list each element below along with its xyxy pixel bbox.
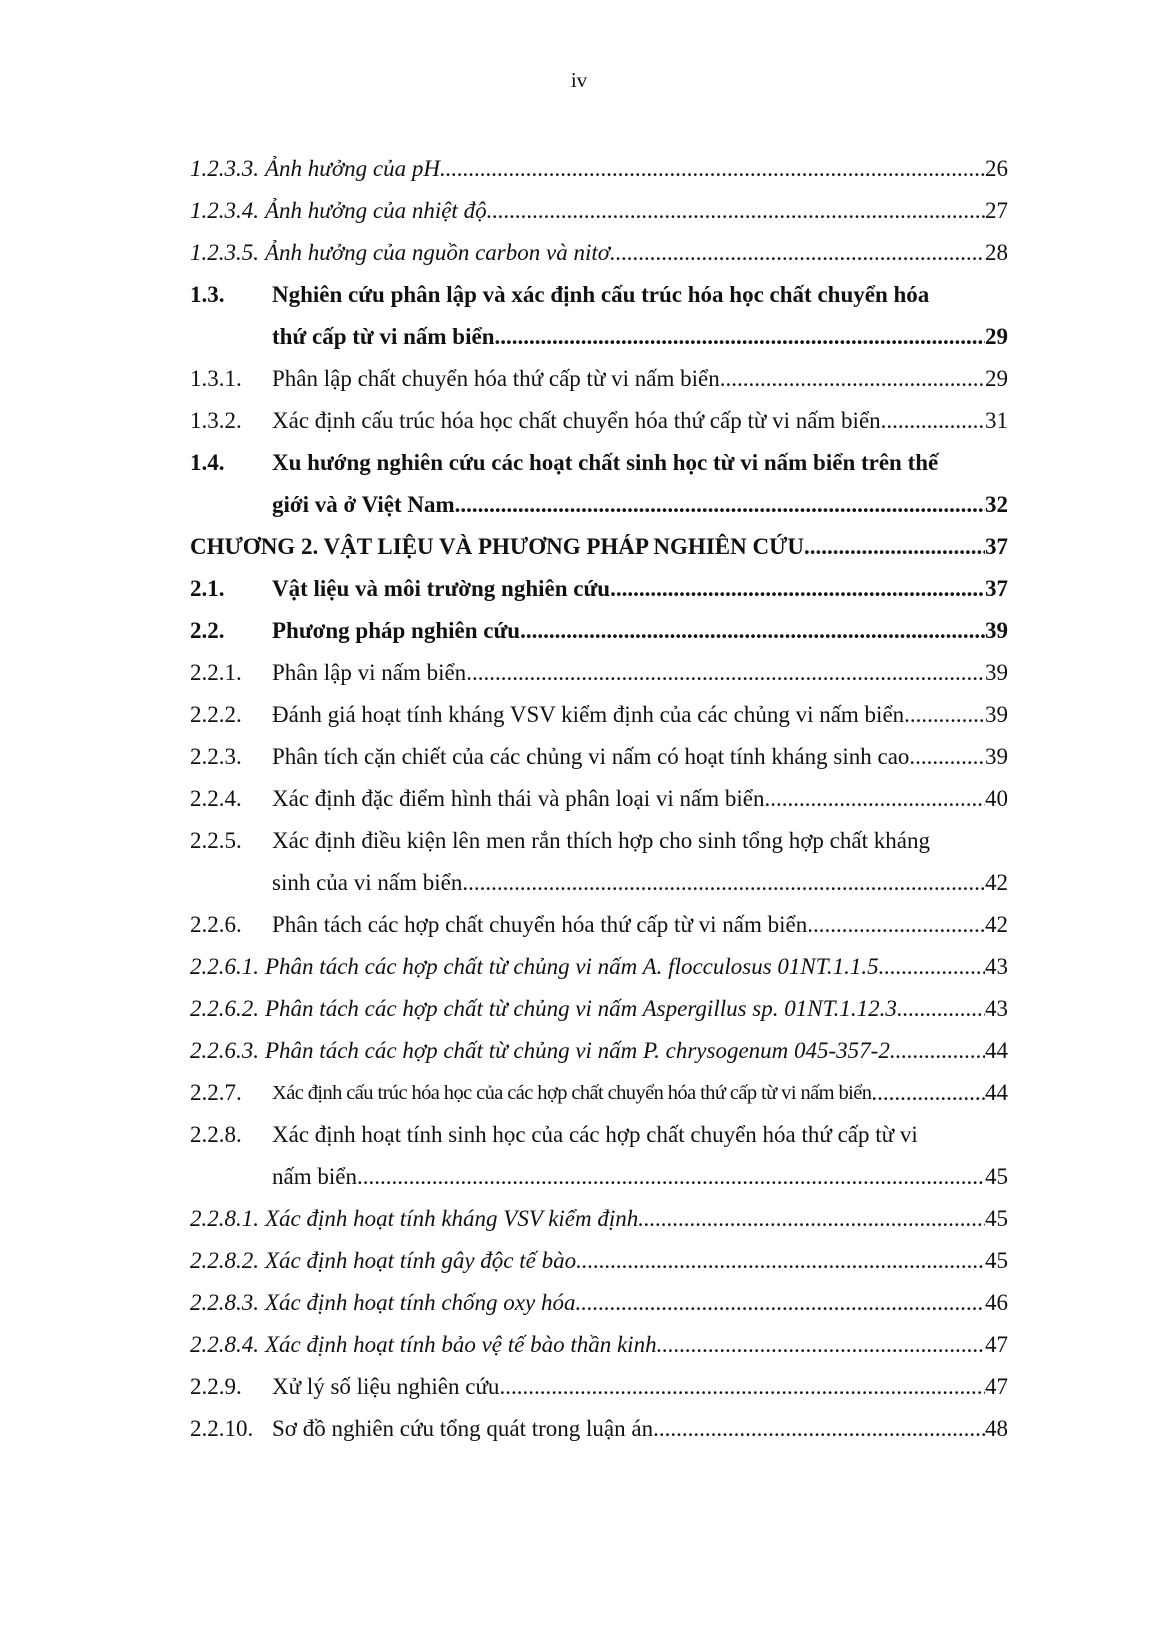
toc-leader-dots bbox=[610, 232, 985, 274]
page-number: iv bbox=[570, 68, 588, 92]
toc-entry-title bbox=[190, 1324, 657, 1366]
toc-entry-text: Ảnh hưởng của nhiệt độ bbox=[265, 198, 487, 223]
toc-entry-body bbox=[272, 1114, 1008, 1156]
toc-entry-body bbox=[190, 526, 1008, 568]
toc-page-number: 42 bbox=[985, 912, 1008, 937]
toc-entry[interactable] bbox=[190, 1240, 1008, 1282]
toc-entry-title: Phân tích cặn chiết của các chủng vi nấm có hoạt tính kháng sinh cao bbox=[272, 744, 910, 769]
toc-entry-title bbox=[190, 190, 487, 232]
toc-page-number: 39 bbox=[985, 618, 1008, 643]
toc-leader-dots bbox=[455, 484, 985, 526]
toc-entry-text: Xác định hoạt tính kháng VSV kiểm định bbox=[265, 1206, 639, 1231]
toc-entry[interactable] bbox=[190, 1366, 1008, 1408]
toc-entry-body bbox=[190, 1324, 1008, 1366]
toc-entry-number: 2.2.2. bbox=[190, 702, 242, 727]
toc-entry-title bbox=[190, 1282, 575, 1324]
toc-entry-number: 2.2.6.3. bbox=[190, 1038, 259, 1063]
toc-entry-title: sinh của vi nấm biển bbox=[272, 870, 463, 895]
toc-leader-dots bbox=[487, 190, 985, 232]
toc-leader-dots bbox=[462, 862, 985, 904]
toc-entry-number: 1.3.2. bbox=[190, 408, 242, 433]
toc-entry-number: 2.2.6.2. bbox=[190, 996, 259, 1021]
toc-entry-title bbox=[190, 988, 897, 1030]
toc-entry-title bbox=[190, 1030, 890, 1072]
toc-leader-dots bbox=[890, 1030, 985, 1072]
toc-entry[interactable] bbox=[190, 358, 1008, 400]
toc-entry-title bbox=[190, 1198, 638, 1240]
toc-entry-body bbox=[190, 988, 1008, 1030]
toc-leader-dots bbox=[897, 988, 985, 1030]
toc-entry[interactable] bbox=[190, 1198, 1008, 1240]
toc-entry-title: Phương pháp nghiên cứu bbox=[272, 618, 521, 643]
toc-entry-number: 2.2.3. bbox=[190, 744, 242, 769]
toc-leader-dots bbox=[638, 1198, 985, 1240]
toc-leader-dots bbox=[357, 1156, 985, 1198]
toc-entry-title: Xu hướng nghiên cứu các hoạt chất sinh học từ vi nấm biển trên thế bbox=[272, 450, 939, 475]
toc-entry-title: Phân lập chất chuyển hóa thứ cấp từ vi nấm biển bbox=[272, 366, 720, 391]
toc-entry-text: Phân tách các hợp chất từ chủng vi nấm A. flocculosus 01NT.1.1.5 bbox=[265, 954, 879, 979]
toc-leader-dots bbox=[576, 1240, 985, 1282]
toc-entry-title: Đánh giá hoạt tính kháng VSV kiểm định của các chủng vi nấm biển bbox=[272, 702, 905, 727]
toc-page-number: 45 bbox=[985, 1206, 1008, 1231]
toc-entry-body bbox=[272, 316, 1008, 358]
toc-leader-dots bbox=[804, 526, 985, 568]
toc-entry[interactable] bbox=[190, 988, 1008, 1030]
toc-entry-body bbox=[190, 1030, 1008, 1072]
toc-entry-text: Phân tách các hợp chất từ chủng vi nấm P. chrysogenum 045-357-2 bbox=[265, 1038, 890, 1063]
toc-entry[interactable] bbox=[190, 862, 1008, 904]
toc-page-number: 44 bbox=[985, 1038, 1008, 1063]
toc-entry-number: 1.3. bbox=[190, 282, 225, 307]
toc-entry-body bbox=[190, 1282, 1008, 1324]
toc-entry[interactable] bbox=[190, 652, 1008, 694]
toc-entry-body bbox=[272, 442, 1008, 484]
toc-leader-dots bbox=[520, 610, 985, 652]
toc-entry-body bbox=[272, 652, 1008, 694]
toc-page-number: 42 bbox=[985, 870, 1008, 895]
toc-entry-title: Vật liệu và môi trường nghiên cứu bbox=[272, 576, 611, 601]
toc-entry[interactable] bbox=[190, 778, 1008, 820]
toc-page-number: 45 bbox=[985, 1164, 1008, 1189]
toc-entry-body bbox=[272, 484, 1008, 526]
toc-entry-body bbox=[272, 1072, 1008, 1114]
toc-entry-title: Xử lý số liệu nghiên cứu bbox=[272, 1374, 500, 1399]
toc-leader-dots bbox=[575, 1282, 985, 1324]
toc-entry[interactable] bbox=[190, 274, 1008, 316]
toc-entry-body bbox=[190, 148, 1008, 190]
toc-leader-dots bbox=[440, 148, 985, 190]
toc-entry-body bbox=[272, 358, 1008, 400]
toc-page-number: 32 bbox=[985, 492, 1008, 517]
toc-entry-number: 2.2.8.2. bbox=[190, 1248, 259, 1273]
toc-leader-dots bbox=[871, 1072, 985, 1114]
toc-entry[interactable] bbox=[190, 1408, 1008, 1450]
toc-entry-number: 2.2.9. bbox=[190, 1374, 242, 1399]
toc-entry-text: Ảnh hưởng của pH bbox=[265, 156, 440, 181]
toc-entry-text: Xác định hoạt tính gây độc tế bào bbox=[265, 1248, 577, 1273]
toc-entry[interactable] bbox=[190, 190, 1008, 232]
toc-entry-title: Sơ đồ nghiên cứu tổng quát trong luận án bbox=[272, 1416, 654, 1441]
toc-entry[interactable] bbox=[190, 1114, 1008, 1156]
toc-leader-dots bbox=[909, 736, 985, 778]
toc-entry-body bbox=[190, 190, 1008, 232]
toc-entry-body bbox=[272, 568, 1008, 610]
toc-entry-title: Xác định điều kiện lên men rắn thích hợp cho sinh tổng hợp chất kháng bbox=[272, 828, 930, 853]
toc-leader-dots bbox=[881, 400, 985, 442]
toc-leader-dots bbox=[466, 652, 985, 694]
toc-entry-number: 2.2.8.4. bbox=[190, 1332, 259, 1357]
toc-entry-body bbox=[272, 862, 1008, 904]
toc-entry-title: Xác định đặc điểm hình thái và phân loại vi nấm biển bbox=[272, 786, 765, 811]
toc-entry[interactable] bbox=[190, 694, 1008, 736]
toc-entry[interactable] bbox=[190, 946, 1008, 988]
toc-entry-body bbox=[272, 820, 1008, 862]
toc-page-number: 27 bbox=[985, 198, 1008, 223]
toc-entry-title bbox=[190, 148, 440, 190]
toc-leader-dots bbox=[499, 1366, 985, 1408]
toc-leader-dots bbox=[720, 358, 985, 400]
toc-entry-number: 1.3.1. bbox=[190, 366, 242, 391]
toc-entry-number: 1.4. bbox=[190, 450, 225, 475]
toc-entry[interactable] bbox=[190, 400, 1008, 442]
toc-entry-number: 2.2.5. bbox=[190, 828, 242, 853]
toc-entry[interactable] bbox=[190, 442, 1008, 484]
toc-entry-body bbox=[272, 778, 1008, 820]
toc-entry[interactable] bbox=[190, 232, 1008, 274]
toc-entry-body bbox=[272, 400, 1008, 442]
toc-entry-title: Nghiên cứu phân lập và xác định cấu trúc hóa học chất chuyển hóa bbox=[272, 282, 930, 307]
toc-page-number: 40 bbox=[985, 786, 1008, 811]
toc-leader-dots bbox=[807, 904, 985, 946]
toc-page-number: 29 bbox=[985, 366, 1008, 391]
toc-entry-title: thứ cấp từ vi nấm biển bbox=[272, 324, 495, 349]
toc-entry-text: Phân tách các hợp chất từ chủng vi nấm Aspergillus sp. 01NT.1.12.3 bbox=[265, 996, 897, 1021]
toc-entry-body bbox=[272, 1156, 1008, 1198]
toc-entry-title bbox=[190, 1240, 576, 1282]
toc-page-number: 44 bbox=[985, 1080, 1008, 1105]
toc-entry-number: 2.2. bbox=[190, 618, 225, 643]
toc-page-number: 39 bbox=[985, 744, 1008, 769]
toc-entry-text: Xác định hoạt tính chống oxy hóa bbox=[265, 1290, 576, 1315]
toc-entry-number: 2.2.6.1. bbox=[190, 954, 259, 979]
toc-entry[interactable] bbox=[190, 148, 1008, 190]
toc-entry-title: Xác định cấu trúc hóa học chất chuyển hóa thứ cấp từ vi nấm biển bbox=[272, 408, 881, 433]
toc-page-number: 43 bbox=[985, 954, 1008, 979]
toc-entry-text: Ảnh hưởng của nguồn carbon và nitơ bbox=[265, 240, 610, 265]
toc-leader-dots bbox=[657, 1324, 985, 1366]
toc-page-number: 48 bbox=[985, 1416, 1008, 1441]
toc-entry-number: 1.2.3.5. bbox=[190, 240, 259, 265]
toc-entry-title: Xác định cấu trúc hóa học của các hợp chất chuyển hóa thứ cấp từ vi nấm biển bbox=[272, 1082, 872, 1104]
toc-leader-dots bbox=[653, 1408, 985, 1450]
toc-entry[interactable] bbox=[190, 820, 1008, 862]
toc-entry-text: Xác định hoạt tính bảo vệ tế bào thần kinh bbox=[265, 1332, 657, 1357]
toc-page-number: 43 bbox=[985, 996, 1008, 1021]
toc-entry[interactable] bbox=[190, 568, 1008, 610]
toc-entry[interactable] bbox=[190, 1030, 1008, 1072]
toc-entry-body bbox=[272, 274, 1008, 316]
toc-entry-number: 2.2.1. bbox=[190, 660, 242, 685]
toc-page-number: 47 bbox=[985, 1374, 1008, 1399]
toc-entry-body bbox=[190, 1240, 1008, 1282]
toc-page-number: 39 bbox=[985, 702, 1008, 727]
toc-entry-body bbox=[190, 946, 1008, 988]
toc-entry-number: 2.2.6. bbox=[190, 912, 242, 937]
toc-entry-title: Phân tách các hợp chất chuyển hóa thứ cấp từ vi nấm biển bbox=[272, 912, 808, 937]
toc-entry-title bbox=[190, 946, 879, 988]
toc-entry[interactable] bbox=[190, 484, 1008, 526]
toc-entry-number: 1.2.3.4. bbox=[190, 198, 259, 223]
toc-page-number: 39 bbox=[985, 660, 1008, 685]
toc-entry[interactable] bbox=[190, 904, 1008, 946]
toc-leader-dots bbox=[879, 946, 985, 988]
toc-page-number: 29 bbox=[985, 324, 1008, 349]
toc-entry-title: CHƯƠNG 2. VẬT LIỆU VÀ PHƯƠNG PHÁP NGHIÊN CỨU bbox=[190, 534, 805, 559]
toc-page-number: 37 bbox=[985, 534, 1008, 559]
toc-entry[interactable] bbox=[190, 526, 1008, 568]
toc-entry-number: 2.1. bbox=[190, 576, 225, 601]
toc-page-number: 28 bbox=[985, 240, 1008, 265]
toc-entry[interactable] bbox=[190, 1282, 1008, 1324]
toc-page-number: 31 bbox=[985, 408, 1008, 433]
toc-entry-body bbox=[190, 232, 1008, 274]
toc-entry-number: 2.2.8.1. bbox=[190, 1206, 259, 1231]
toc-entry-body bbox=[272, 694, 1008, 736]
toc-entry[interactable] bbox=[190, 316, 1008, 358]
toc-leader-dots bbox=[610, 568, 985, 610]
toc-entry-title bbox=[190, 232, 610, 274]
toc-entry-number: 2.2.10. bbox=[190, 1416, 254, 1441]
toc-entry[interactable] bbox=[190, 610, 1008, 652]
toc-entry[interactable] bbox=[190, 1156, 1008, 1198]
toc-entry-body bbox=[272, 904, 1008, 946]
toc-entry-title: nấm biển bbox=[272, 1164, 357, 1189]
toc-page-number: 46 bbox=[985, 1290, 1008, 1315]
toc-entry-body bbox=[190, 1198, 1008, 1240]
table-of-contents bbox=[190, 148, 1008, 1450]
toc-page-number: 47 bbox=[985, 1332, 1008, 1357]
toc-page-number: 37 bbox=[985, 576, 1008, 601]
toc-page-number: 45 bbox=[985, 1248, 1008, 1273]
toc-entry-number: 2.2.8. bbox=[190, 1122, 242, 1147]
toc-leader-dots bbox=[495, 316, 986, 358]
toc-entry[interactable] bbox=[190, 1072, 1008, 1114]
toc-entry-number: 2.2.4. bbox=[190, 786, 242, 811]
toc-entry-body bbox=[272, 1366, 1008, 1408]
toc-entry-title: Phân lập vi nấm biển bbox=[272, 660, 467, 685]
toc-leader-dots bbox=[764, 778, 985, 820]
toc-entry[interactable] bbox=[190, 736, 1008, 778]
toc-entry-number: 2.2.8.3. bbox=[190, 1290, 259, 1315]
toc-entry-number: 1.2.3.3. bbox=[190, 156, 259, 181]
toc-leader-dots bbox=[904, 694, 985, 736]
toc-page-number: 26 bbox=[985, 156, 1008, 181]
toc-entry-number: 2.2.7. bbox=[190, 1080, 242, 1105]
toc-entry-title: giới và ở Việt Nam bbox=[272, 492, 455, 517]
toc-entry[interactable] bbox=[190, 1324, 1008, 1366]
toc-entry-title: Xác định hoạt tính sinh học của các hợp chất chuyển hóa thứ cấp từ vi bbox=[272, 1122, 918, 1147]
toc-entry-body bbox=[272, 610, 1008, 652]
toc-entry-body bbox=[272, 1408, 1008, 1450]
toc-entry-body bbox=[272, 736, 1008, 778]
